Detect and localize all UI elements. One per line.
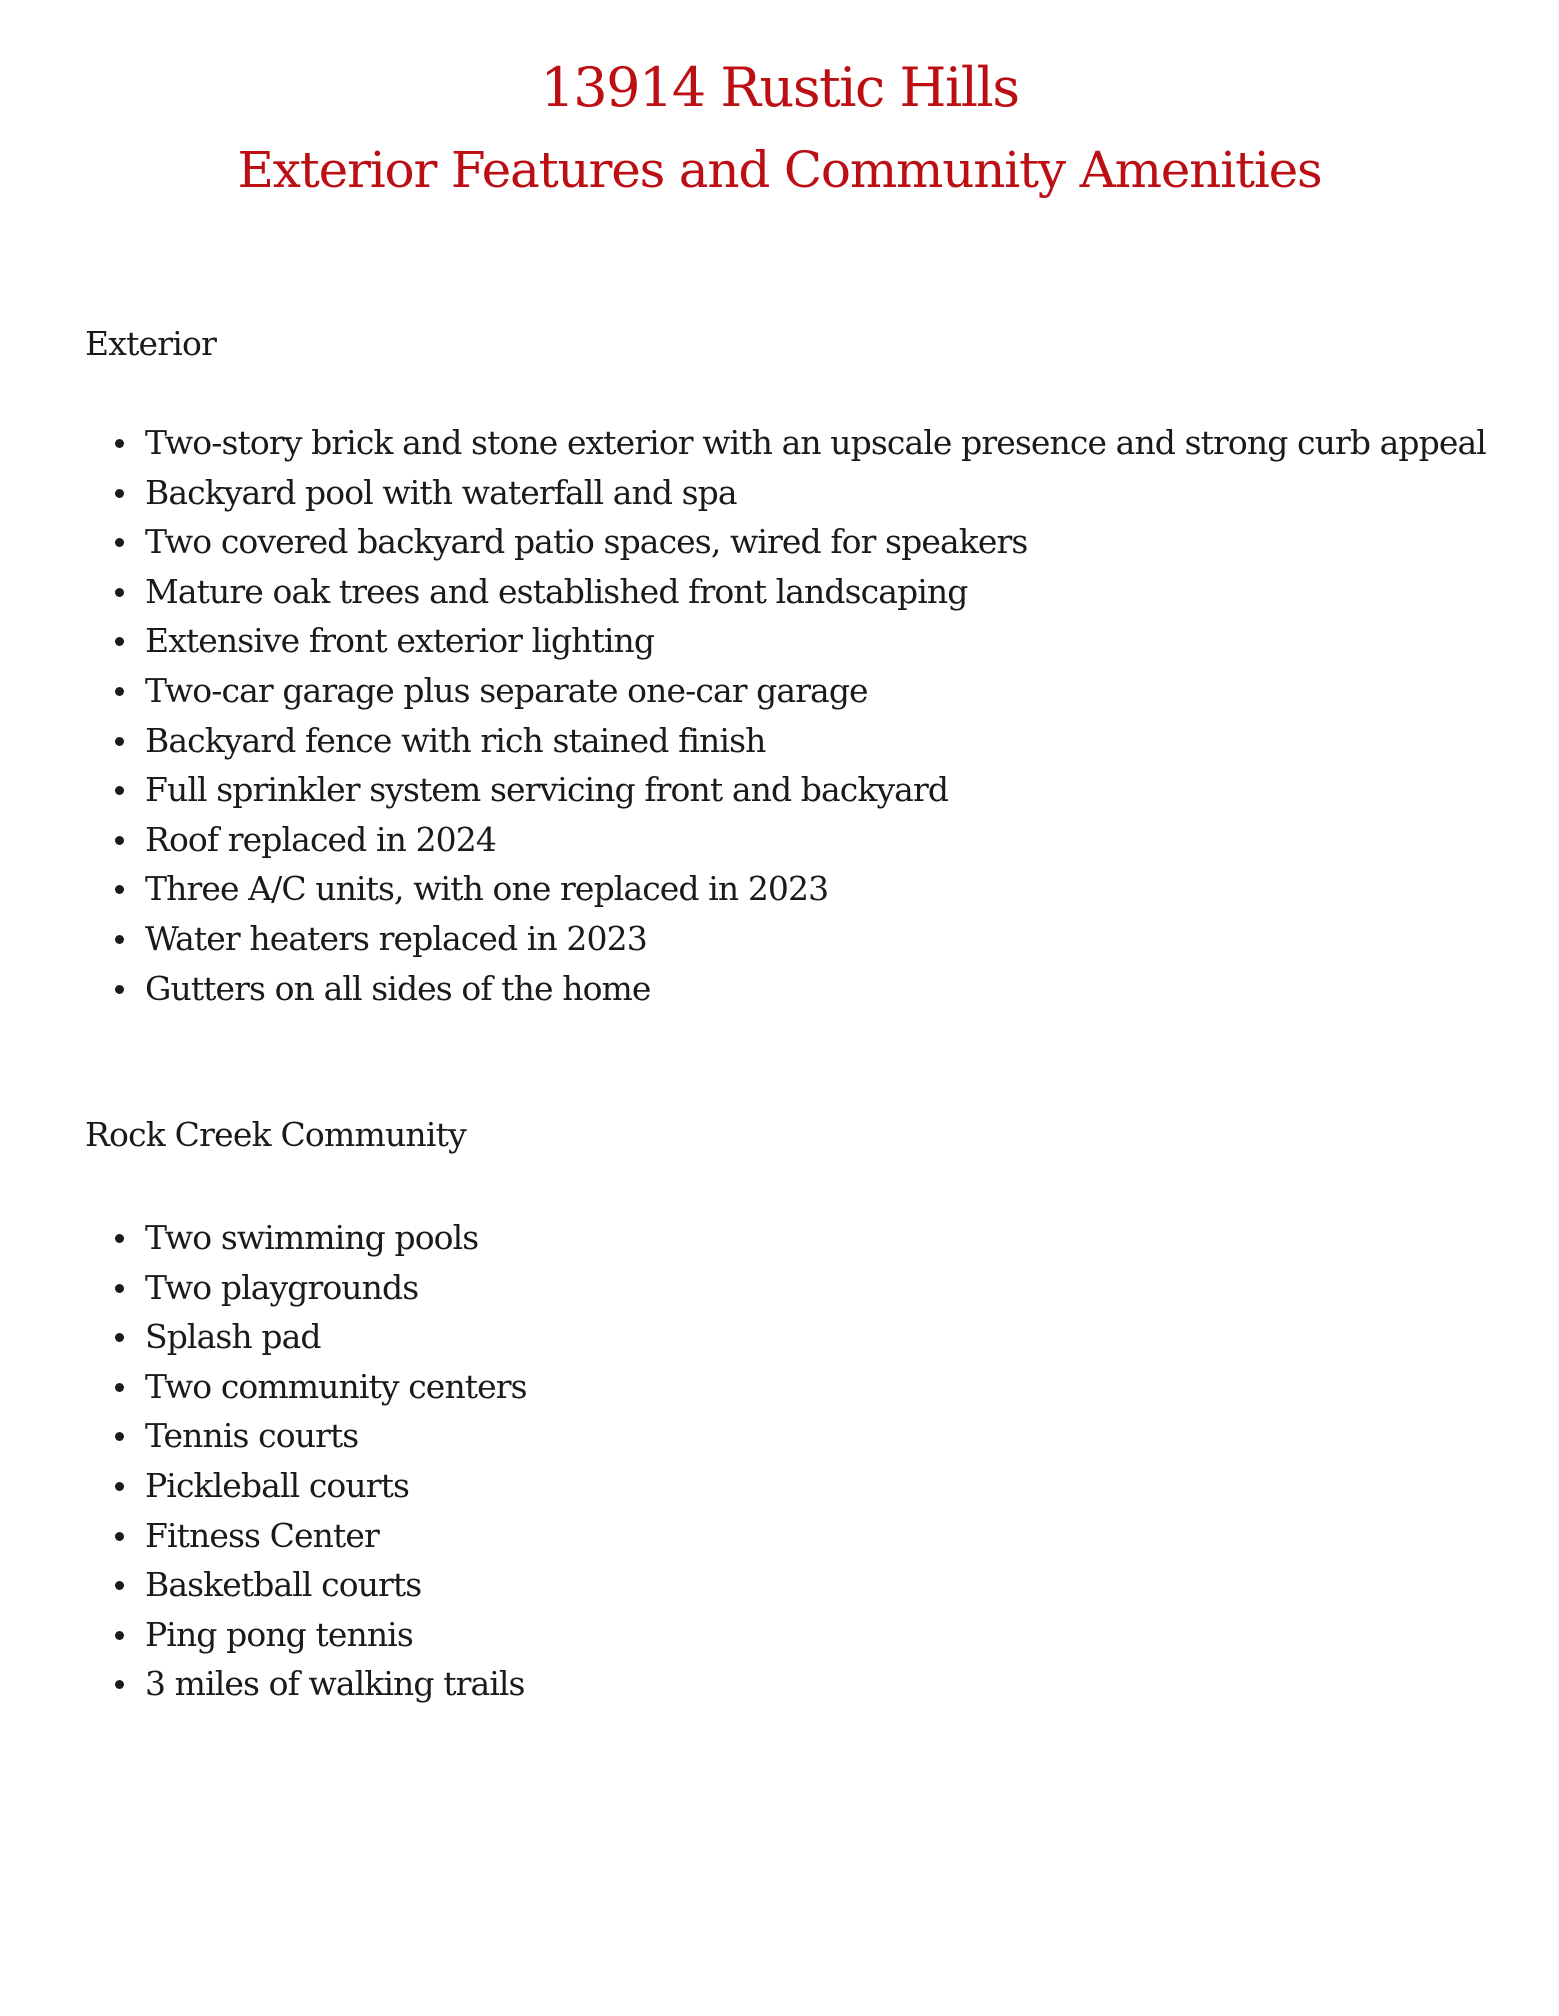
page-subtitle: Exterior Features and Community Amenities xyxy=(237,141,1322,199)
list-item xyxy=(108,716,1486,766)
list-item-text: Roof replaced in 2024 xyxy=(145,819,496,859)
list-item-text: Splash pad xyxy=(145,1317,321,1357)
list-item xyxy=(108,914,1486,964)
list-item xyxy=(108,567,1486,617)
list-item-text: Full sprinkler system servicing front and backyard xyxy=(145,770,949,810)
list-item-text: Basketball courts xyxy=(145,1565,422,1605)
list-item-text: Backyard fence with rich stained finish xyxy=(145,720,766,760)
bullet-icon xyxy=(115,1333,124,1342)
bullet-icon xyxy=(115,588,124,597)
bullet-icon xyxy=(115,1284,124,1293)
list-item-text: Backyard pool with waterfall and spa xyxy=(145,472,737,512)
list-item xyxy=(108,616,1486,666)
list-item xyxy=(108,418,1486,468)
bullet-icon xyxy=(115,1581,124,1590)
list-item xyxy=(108,1560,527,1610)
bullet-icon xyxy=(115,985,124,994)
bullet-icon xyxy=(115,1532,124,1541)
list-item xyxy=(108,517,1486,567)
bullet-icon xyxy=(115,687,124,696)
bullet-icon xyxy=(115,1482,124,1491)
list-item xyxy=(108,1263,527,1313)
list-item-text: Pickleball courts xyxy=(145,1465,409,1505)
list-item xyxy=(108,1461,527,1511)
bullet-icon xyxy=(115,786,124,795)
bullet-icon xyxy=(115,885,124,894)
page-title: 13914 Rustic Hills xyxy=(540,56,1019,119)
list-item xyxy=(108,815,1486,865)
list-item-text: 3 miles of walking trails xyxy=(145,1664,525,1704)
document-header xyxy=(0,46,1559,210)
bullet-icon xyxy=(115,1680,124,1689)
bullet-icon xyxy=(115,538,124,547)
list-item xyxy=(108,964,1486,1014)
list-item-text: Extensive front exterior lighting xyxy=(145,621,655,661)
section-heading-community: Rock Creek Community xyxy=(85,1115,466,1154)
list-item-text: Three A/C units, with one replaced in 2023 xyxy=(145,869,829,909)
list-item xyxy=(108,1312,527,1362)
list-item xyxy=(108,1213,527,1263)
section-heading-exterior: Exterior xyxy=(85,324,217,363)
list-item xyxy=(108,765,1486,815)
exterior-feature-list xyxy=(108,418,1486,1013)
list-item-text: Two playgrounds xyxy=(145,1267,419,1307)
bullet-icon xyxy=(115,1383,124,1392)
list-item xyxy=(108,1610,527,1660)
list-item-text: Gutters on all sides of the home xyxy=(145,968,651,1008)
list-item xyxy=(108,864,1486,914)
list-item-text: Fitness Center xyxy=(145,1515,379,1555)
list-item xyxy=(108,1362,527,1412)
list-item-text: Two-car garage plus separate one-car garage xyxy=(145,670,868,710)
bullet-icon xyxy=(115,935,124,944)
list-item xyxy=(108,468,1486,518)
list-item-text: Two community centers xyxy=(145,1366,527,1406)
bullet-icon xyxy=(115,637,124,646)
bullet-icon xyxy=(115,737,124,746)
list-item-text: Two swimming pools xyxy=(145,1218,479,1257)
list-item-text: Water heaters replaced in 2023 xyxy=(145,918,647,958)
bullet-icon xyxy=(115,489,124,498)
bullet-icon xyxy=(115,836,124,845)
list-item xyxy=(108,1659,527,1709)
bullet-icon xyxy=(115,1234,124,1243)
list-item-text: Ping pong tennis xyxy=(145,1614,413,1654)
list-item xyxy=(108,1411,527,1461)
bullet-icon xyxy=(115,1432,124,1441)
bullet-icon xyxy=(115,1631,124,1640)
list-item xyxy=(108,1511,527,1561)
list-item-text: Two-story brick and stone exterior with an upscale presence and strong curb appeal xyxy=(145,423,1486,462)
bullet-icon xyxy=(115,439,124,448)
list-item xyxy=(108,666,1486,716)
community-amenity-list xyxy=(108,1213,527,1709)
list-item-text: Two covered backyard patio spaces, wired for speakers xyxy=(145,522,1028,562)
list-item-text: Tennis courts xyxy=(145,1416,359,1456)
list-item-text: Mature oak trees and established front landscaping xyxy=(145,571,968,611)
